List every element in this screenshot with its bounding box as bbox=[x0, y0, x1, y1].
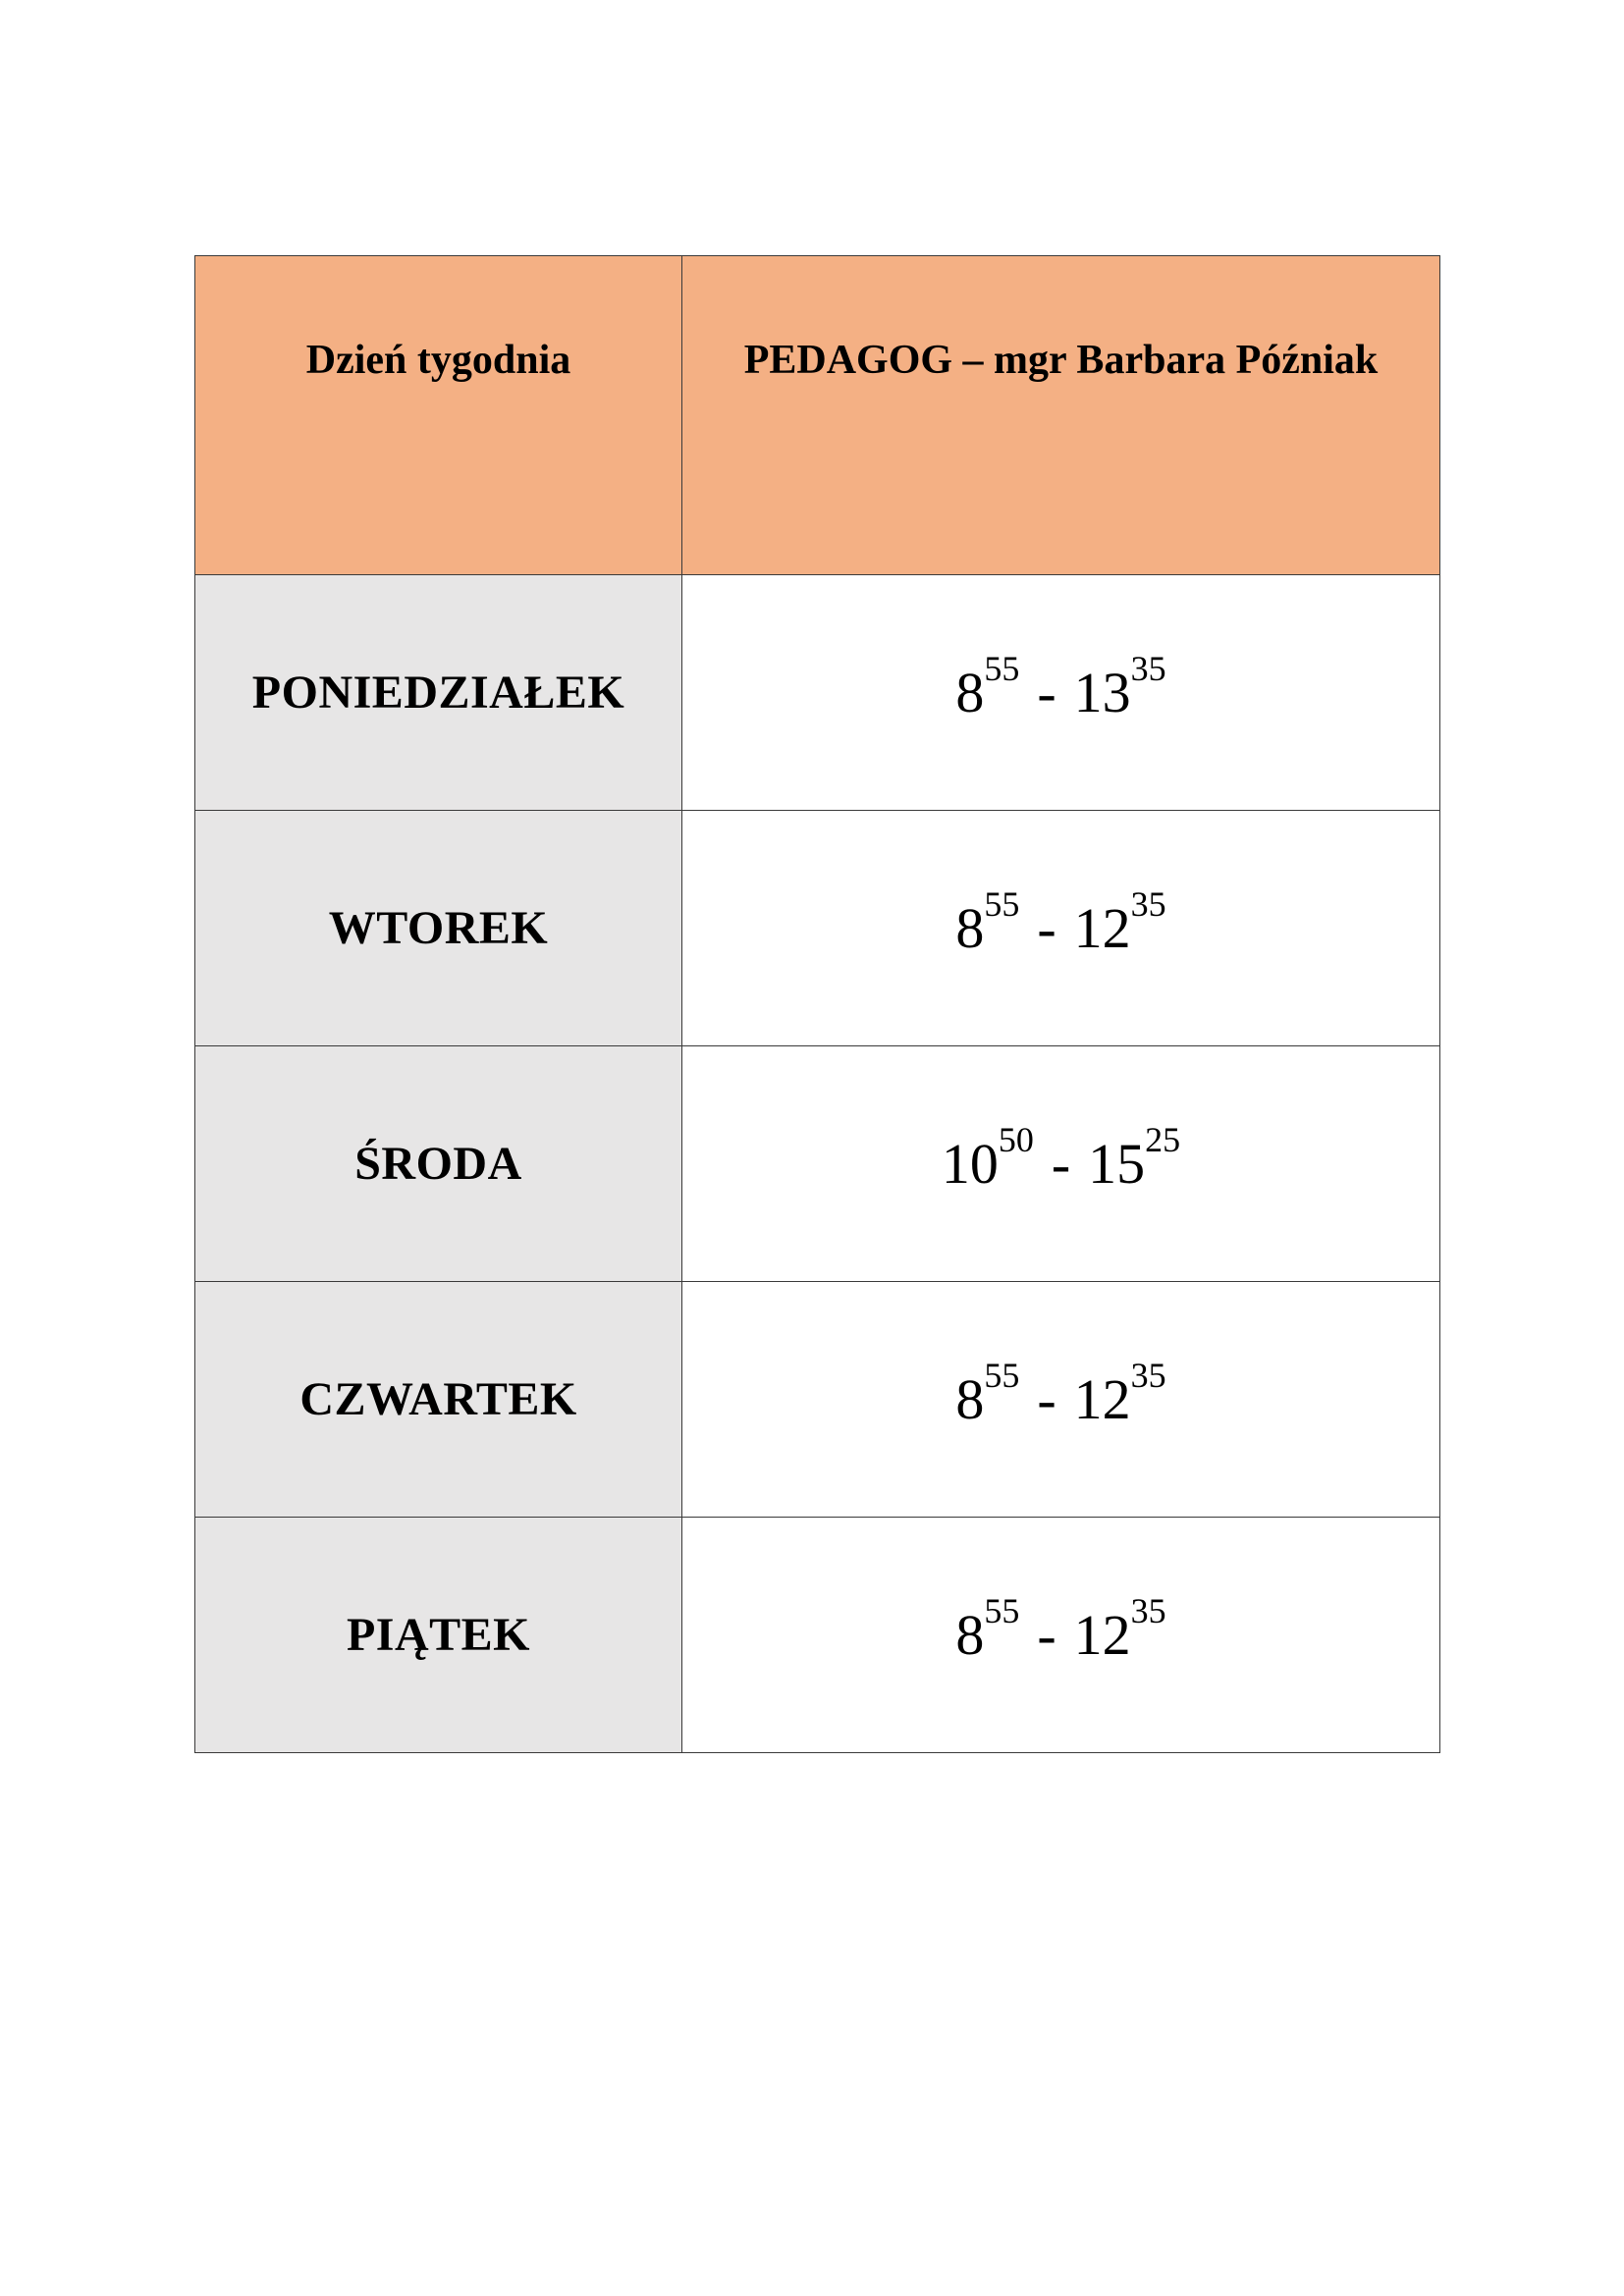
table-row bbox=[195, 811, 1440, 1046]
time-separator: - bbox=[1037, 1367, 1056, 1431]
start-hour: 8 bbox=[955, 1367, 985, 1431]
end-minute: 35 bbox=[1130, 1591, 1166, 1630]
time-separator: - bbox=[1051, 1132, 1071, 1196]
start-hour: 8 bbox=[955, 661, 985, 724]
start-minute: 50 bbox=[998, 1120, 1034, 1159]
start-minute: 55 bbox=[984, 1591, 1020, 1630]
table-header-row bbox=[195, 256, 1440, 575]
day-cell: ŚRODA bbox=[195, 1046, 682, 1282]
start-minute: 55 bbox=[984, 649, 1020, 688]
end-hour: 12 bbox=[1073, 1367, 1131, 1431]
day-cell: CZWARTEK bbox=[195, 1282, 682, 1518]
end-hour: 15 bbox=[1088, 1132, 1146, 1196]
hours-cell bbox=[682, 575, 1440, 811]
time-separator: - bbox=[1037, 896, 1056, 960]
table-row bbox=[195, 575, 1440, 811]
start-minute: 55 bbox=[984, 884, 1020, 924]
hours-cell bbox=[682, 1046, 1440, 1282]
schedule-table bbox=[194, 255, 1440, 1753]
day-cell: PIĄTEK bbox=[195, 1518, 682, 1753]
header-hours-label: PEDAGOG – mgr Barbara Późniak bbox=[743, 338, 1379, 383]
hours-cell bbox=[682, 1282, 1440, 1518]
hours-cell bbox=[682, 811, 1440, 1046]
end-minute: 35 bbox=[1130, 649, 1166, 688]
header-day-label: Dzień tygodnia bbox=[305, 338, 571, 383]
hours-cell bbox=[682, 1518, 1440, 1753]
table-row bbox=[195, 1518, 1440, 1753]
end-minute: 35 bbox=[1130, 884, 1166, 924]
time-separator: - bbox=[1037, 661, 1056, 724]
end-hour: 13 bbox=[1073, 661, 1131, 724]
end-hour: 12 bbox=[1073, 1603, 1131, 1667]
table-row bbox=[195, 1282, 1440, 1518]
end-minute: 25 bbox=[1145, 1120, 1181, 1159]
start-hour: 8 bbox=[955, 896, 985, 960]
day-cell: PONIEDZIAŁEK bbox=[195, 575, 682, 811]
end-hour: 12 bbox=[1073, 896, 1131, 960]
start-minute: 55 bbox=[984, 1356, 1020, 1395]
start-hour: 10 bbox=[941, 1132, 999, 1196]
start-hour: 8 bbox=[955, 1603, 985, 1667]
header-day-cell bbox=[195, 256, 682, 575]
day-cell: WTOREK bbox=[195, 811, 682, 1046]
time-separator: - bbox=[1037, 1603, 1056, 1667]
table-row bbox=[195, 1046, 1440, 1282]
end-minute: 35 bbox=[1130, 1356, 1166, 1395]
header-hours-cell bbox=[682, 256, 1440, 575]
